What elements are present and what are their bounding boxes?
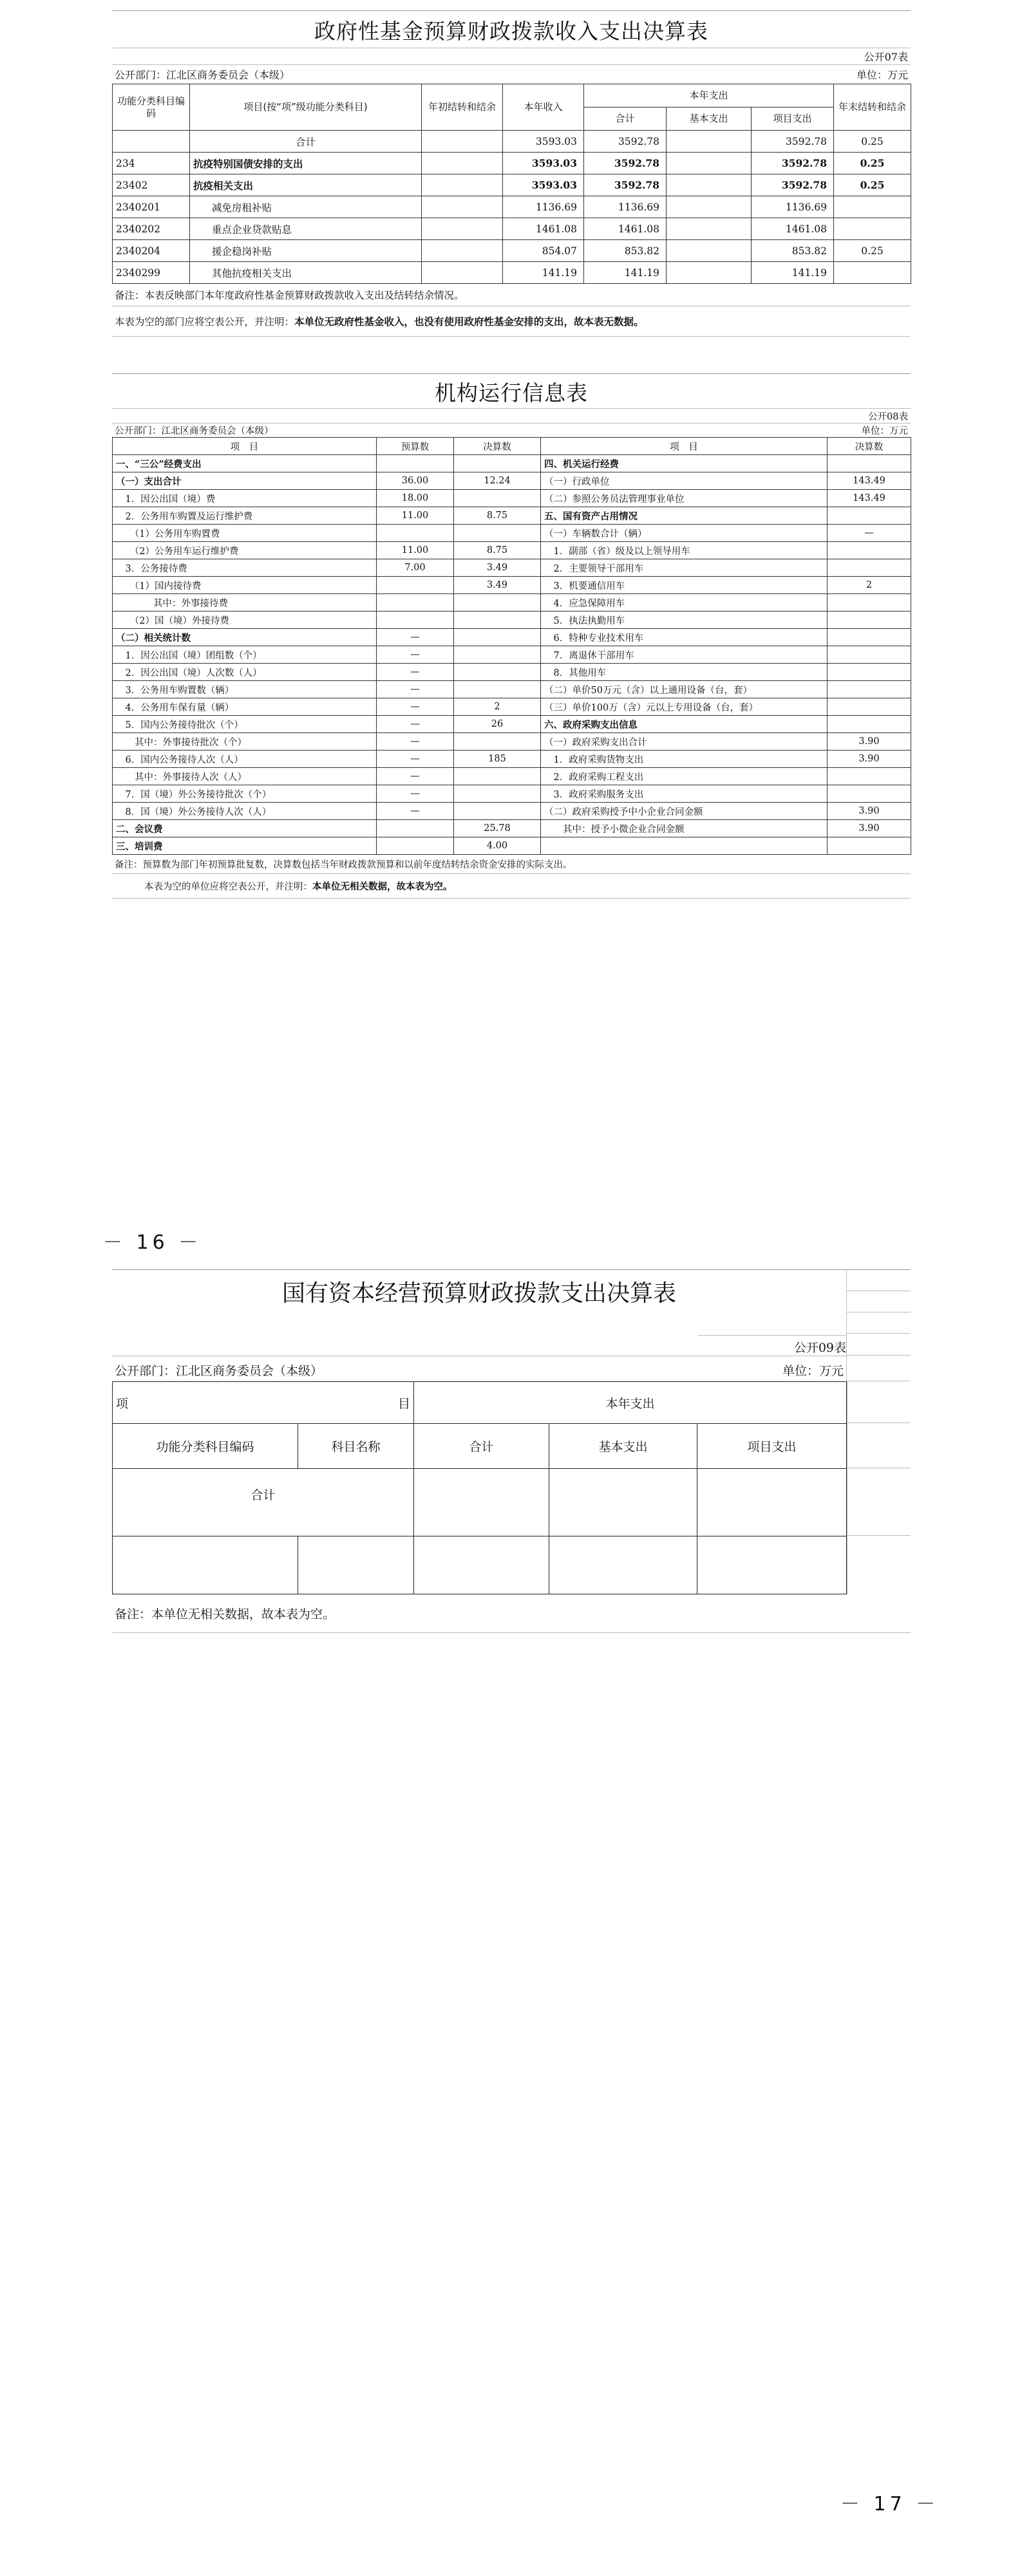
t07-cell-code <box>113 131 190 153</box>
t08-cell-f <box>454 733 541 751</box>
t08-cell-b: — <box>377 785 454 803</box>
t08-cell-r: （一）车辆数合计（辆） <box>541 525 828 542</box>
t07-cell-project: 3592.78 <box>752 153 834 174</box>
t07-cell-income: 3593.03 <box>503 174 584 196</box>
t08-cell-f <box>454 629 541 646</box>
t08-cell-rf: 3.90 <box>828 751 911 768</box>
t07-cell-end: 0.25 <box>834 131 911 153</box>
side-cell <box>847 1381 911 1423</box>
t08-cell-l: 3．公务用车购置数（辆） <box>113 681 377 698</box>
t08-cell-rf: 3.90 <box>828 733 911 751</box>
t08-cell-b <box>377 837 454 855</box>
t07-header-code: 功能分类科目编码 <box>113 84 190 131</box>
t07-cell-income: 3593.03 <box>503 153 584 174</box>
t08-cell-l: 6．国内公务接待人次（人） <box>113 751 377 768</box>
table-row <box>113 785 911 803</box>
table-09-side-cells <box>846 1270 911 1334</box>
t08-cell-rf <box>828 646 911 664</box>
t08-cell-r: 六、政府采购支出信息 <box>541 716 828 733</box>
table-07 <box>112 84 911 284</box>
table-07-code: 公开07表 <box>864 51 908 63</box>
table-row <box>113 153 911 174</box>
table-08-note2-text: 本表为空的单位应将空表公开，并注明： <box>144 882 312 892</box>
t07-header-name: 项目(按“项”级功能分类科目) <box>190 84 422 131</box>
table-08-dept: 公开部门：江北区商务委员会（本级） <box>115 426 274 436</box>
t08-cell-rf: 143.49 <box>828 490 911 507</box>
t08-cell-l: （二）相关统计数 <box>113 629 377 646</box>
t08-cell-b <box>377 577 454 594</box>
t08-cell-f: 25.78 <box>454 820 541 837</box>
t08-cell-rf <box>828 681 911 698</box>
t08-cell-r: （一）政府采购支出合计 <box>541 733 828 751</box>
t08-cell-f <box>454 525 541 542</box>
t07-cell-begin <box>422 174 503 196</box>
table-07-dept: 公开部门：江北区商务委员会（本级） <box>115 69 290 81</box>
t08-cell-f <box>454 455 541 472</box>
t08-cell-r: （三）单价100万（含）元以上专用设备（台，套） <box>541 698 828 716</box>
table-row <box>113 646 911 664</box>
table-09-title: 国有资本经营预算财政拨款支出决算表 <box>281 1280 676 1307</box>
t08-cell-l: 3．公务接待费 <box>113 559 377 577</box>
table-08-note1: 备注：预算数为部门年初预算批复数，决算数包括当年财政拨款预算和以前年度结转结余资金安排的实际支出。 <box>112 855 911 874</box>
table-row <box>113 455 911 472</box>
table-row <box>113 131 911 153</box>
t07-cell-total: 853.82 <box>584 240 667 262</box>
t08-cell-f <box>454 490 541 507</box>
t08-cell-b: 11.00 <box>377 507 454 525</box>
table-row <box>113 490 911 507</box>
side-cell <box>847 1536 911 1594</box>
t08-cell-r: 1．政府采购货物支出 <box>541 751 828 768</box>
t08-cell-l: 8．国（境）外公务接待人次（人） <box>113 803 377 820</box>
t09-header-basic: 基本支出 <box>549 1424 697 1469</box>
t08-cell-r <box>541 837 828 855</box>
t08-cell-b <box>377 525 454 542</box>
t08-cell-f: 3.49 <box>454 559 541 577</box>
t08-cell-f <box>454 611 541 629</box>
table-08 <box>112 437 911 855</box>
t08-cell-rf <box>828 611 911 629</box>
side-cell <box>847 1291 911 1312</box>
t07-cell-total: 141.19 <box>584 262 667 284</box>
t08-cell-r: （一）行政单位 <box>541 472 828 490</box>
t09-cell <box>113 1536 298 1594</box>
t07-cell-basic <box>667 240 752 262</box>
t07-cell-code: 234 <box>113 153 190 174</box>
t08-cell-r: （二）单价50万元（含）以上通用设备（台，套） <box>541 681 828 698</box>
t07-header-spend: 本年支出 <box>584 84 834 107</box>
t09-cell <box>697 1469 847 1536</box>
t08-cell-rf <box>828 785 911 803</box>
t07-cell-end <box>834 196 911 218</box>
table-08-note2 <box>112 874 911 899</box>
page-number-17: － 17 － <box>840 2493 940 2515</box>
t08-cell-f: 4.00 <box>454 837 541 855</box>
side-cell <box>847 1270 911 1291</box>
t08-cell-l: 1．因公出国（境）费 <box>113 490 377 507</box>
t07-cell-total: 3592.78 <box>584 174 667 196</box>
t08-cell-rf <box>828 594 911 611</box>
t08-cell-b: — <box>377 664 454 681</box>
table-09 <box>112 1381 847 1594</box>
t08-header-item2: 项 目 <box>541 438 828 455</box>
t08-cell-f <box>454 664 541 681</box>
t08-cell-b: — <box>377 646 454 664</box>
t07-header-begin: 年初结转和结余 <box>422 84 503 131</box>
t08-cell-f: 8.75 <box>454 542 541 559</box>
t08-cell-r: 3．机要通信用车 <box>541 577 828 594</box>
t07-cell-name: 援企稳岗补贴 <box>190 240 422 262</box>
t07-cell-code: 2340204 <box>113 240 190 262</box>
table-08-section <box>112 373 911 899</box>
t08-cell-b <box>377 594 454 611</box>
t08-cell-r: 6．特种专业技术用车 <box>541 629 828 646</box>
t08-cell-l: （1）国内接待费 <box>113 577 377 594</box>
t07-cell-name: 抗疫特别国债安排的支出 <box>190 153 422 174</box>
t08-cell-r: 2．主要领导干部用车 <box>541 559 828 577</box>
table-row <box>113 716 911 733</box>
t08-cell-r: （二）政府采购授予中小企业合同金额 <box>541 803 828 820</box>
t08-cell-r: 四、机关运行经费 <box>541 455 828 472</box>
t08-cell-f <box>454 646 541 664</box>
table-09-meta-main <box>112 1334 846 1381</box>
t08-cell-l: 一、“三公”经费支出 <box>113 455 377 472</box>
table-row <box>113 768 911 785</box>
t07-cell-income: 1136.69 <box>503 196 584 218</box>
table-row <box>113 820 911 837</box>
table-09-section <box>112 1269 911 1633</box>
t08-cell-r: 5．执法执勤用车 <box>541 611 828 629</box>
t09-cell <box>697 1536 847 1594</box>
t08-cell-b <box>377 455 454 472</box>
t08-cell-r: 7．离退休干部用车 <box>541 646 828 664</box>
t09-cell <box>549 1536 697 1594</box>
t08-cell-r: 五、国有资产占用情况 <box>541 507 828 525</box>
table-08-title: 机构运行信息表 <box>112 373 911 409</box>
table-07-note2-text: 本表为空的部门应将空表公开，并注明： <box>115 316 295 328</box>
t09-header-total: 合计 <box>414 1424 549 1469</box>
t07-cell-basic <box>667 218 752 240</box>
t09-header-code: 功能分类科目编码 <box>113 1424 298 1469</box>
table-row <box>113 664 911 681</box>
table-07-frame <box>112 10 911 84</box>
t07-cell-project: 1461.08 <box>752 218 834 240</box>
t08-cell-l: 5．国内公务接待批次（个） <box>113 716 377 733</box>
t07-cell-basic <box>667 153 752 174</box>
t08-cell-rf <box>828 559 911 577</box>
table-07-note2 <box>112 306 911 337</box>
table-row <box>113 681 911 698</box>
table-09-body-side <box>847 1381 911 1594</box>
t08-cell-l: （2）公务用车运行维护费 <box>113 542 377 559</box>
table-row <box>113 733 911 751</box>
t08-cell-rf <box>828 455 911 472</box>
t08-cell-l: 4．公务用车保有量（辆） <box>113 698 377 716</box>
table-row <box>113 577 911 594</box>
table-09-note: 备注：本单位无相关数据，故本表为空。 <box>112 1594 911 1633</box>
t08-cell-f: 8.75 <box>454 507 541 525</box>
table-08-code: 公开08表 <box>868 411 908 422</box>
table-row <box>113 542 911 559</box>
t07-cell-name: 重点企业贷款贴息 <box>190 218 422 240</box>
t08-cell-rf <box>828 716 911 733</box>
t08-cell-l: 其中：外事接待费 <box>113 594 377 611</box>
t09-cell <box>298 1536 414 1594</box>
t07-cell-end: 0.25 <box>834 240 911 262</box>
t08-cell-r: 1．副部（省）级及以上领导用车 <box>541 542 828 559</box>
table-row <box>113 594 911 611</box>
table-row <box>113 262 911 284</box>
t09-header-item-inner <box>116 1394 410 1412</box>
t07-cell-project: 3592.78 <box>752 174 834 196</box>
t07-cell-total: 3592.78 <box>584 131 667 153</box>
t07-header-end: 年末结转和结余 <box>834 84 911 131</box>
t09-row-total-label: 合计 <box>113 1469 414 1536</box>
t08-cell-rf: 2 <box>828 577 911 594</box>
table-09-title-wrap <box>112 1269 911 1334</box>
t07-cell-begin <box>422 131 503 153</box>
table-09-body-wrap <box>112 1381 911 1594</box>
table-row <box>113 559 911 577</box>
t07-cell-code: 23402 <box>113 174 190 196</box>
table-09-dept: 公开部门：江北区商务委员会（本级） <box>115 1364 323 1378</box>
t07-cell-income: 3593.03 <box>503 131 584 153</box>
t09-header-item <box>113 1382 414 1424</box>
t07-cell-basic <box>667 131 752 153</box>
t08-cell-l: 其中：外事接待人次（人） <box>113 768 377 785</box>
t07-cell-name: 合计 <box>190 131 422 153</box>
t08-cell-rf: 3.90 <box>828 803 911 820</box>
t09-header-project: 项目支出 <box>697 1424 847 1469</box>
t07-header-project: 项目支出 <box>752 107 834 131</box>
t08-cell-r: 2．政府采购工程支出 <box>541 768 828 785</box>
side-cell <box>847 1423 911 1468</box>
table-07-section <box>112 10 911 337</box>
t08-cell-l: 1．因公出国（境）团组数（个） <box>113 646 377 664</box>
table-09-meta-side <box>846 1334 911 1381</box>
t08-cell-b: — <box>377 698 454 716</box>
t08-cell-rf <box>828 837 911 855</box>
side-cell <box>847 1468 911 1536</box>
t07-cell-basic <box>667 262 752 284</box>
t08-cell-rf: — <box>828 525 911 542</box>
t07-cell-name: 减免房租补贴 <box>190 196 422 218</box>
t07-cell-begin <box>422 240 503 262</box>
t08-cell-f <box>454 785 541 803</box>
table-row <box>113 218 911 240</box>
t08-cell-b: — <box>377 681 454 698</box>
t08-cell-f: 12.24 <box>454 472 541 490</box>
side-cell <box>847 1334 911 1356</box>
table-row <box>113 698 911 716</box>
t08-cell-rf <box>828 664 911 681</box>
page-number-16: － 16 － <box>103 1231 202 1254</box>
table-07-code-row <box>112 48 911 64</box>
t08-cell-b: 7.00 <box>377 559 454 577</box>
t08-cell-l: 三、培训费 <box>113 837 377 855</box>
t07-cell-end: 0.25 <box>834 153 911 174</box>
t09-header-item-left: 项 <box>116 1396 129 1411</box>
table-07-meta-row <box>112 64 911 84</box>
t07-header-income: 本年收入 <box>503 84 584 131</box>
t07-cell-begin <box>422 196 503 218</box>
table-09-meta-row <box>112 1356 846 1381</box>
t07-cell-project: 853.82 <box>752 240 834 262</box>
t08-cell-rf: 143.49 <box>828 472 911 490</box>
t07-cell-name: 其他抗疫相关支出 <box>190 262 422 284</box>
t08-header-final: 决算数 <box>454 438 541 455</box>
t08-header-item: 项 目 <box>113 438 377 455</box>
side-cell <box>847 1312 911 1334</box>
table-row <box>113 240 911 262</box>
t08-cell-f <box>454 803 541 820</box>
t08-cell-l: 2．公务用车购置及运行维护费 <box>113 507 377 525</box>
t07-cell-total: 1461.08 <box>584 218 667 240</box>
t08-cell-rf <box>828 698 911 716</box>
t08-cell-rf <box>828 768 911 785</box>
t08-cell-f: 2 <box>454 698 541 716</box>
table-07-title: 政府性基金预算财政拨款收入支出决算表 <box>314 19 708 44</box>
t08-cell-r: 8．其他用车 <box>541 664 828 681</box>
t08-cell-rf <box>828 507 911 525</box>
t07-header-total: 合计 <box>584 107 667 131</box>
t08-cell-f <box>454 768 541 785</box>
t07-cell-code: 2340202 <box>113 218 190 240</box>
t08-cell-f <box>454 594 541 611</box>
table-08-note2-emphasis: 本单位无相关数据，故本表为空。 <box>312 881 453 892</box>
t09-cell <box>549 1469 697 1536</box>
t07-cell-income: 1461.08 <box>503 218 584 240</box>
t08-cell-l: （1）公务用车购置费 <box>113 525 377 542</box>
table-row <box>113 507 911 525</box>
t08-cell-l: 2．因公出国（境）人次数（人） <box>113 664 377 681</box>
table-row <box>113 611 911 629</box>
table-row <box>113 174 911 196</box>
t08-cell-f: 185 <box>454 751 541 768</box>
table-row <box>113 837 911 855</box>
t08-cell-f <box>454 681 541 698</box>
t07-cell-end: 0.25 <box>834 174 911 196</box>
t09-cell <box>414 1536 549 1594</box>
t07-cell-project: 141.19 <box>752 262 834 284</box>
t08-cell-b: — <box>377 733 454 751</box>
t08-cell-b: — <box>377 716 454 733</box>
t08-cell-b: 11.00 <box>377 542 454 559</box>
t08-cell-b <box>377 820 454 837</box>
t08-cell-f: 3.49 <box>454 577 541 594</box>
t09-header-item-right: 目 <box>397 1396 410 1411</box>
table-08-unit: 单位：万元 <box>861 426 908 436</box>
table-row <box>113 629 911 646</box>
table-08-meta-row <box>112 423 911 437</box>
table-row <box>113 803 911 820</box>
t07-cell-name: 抗疫相关支出 <box>190 174 422 196</box>
t08-cell-l: （一）支出合计 <box>113 472 377 490</box>
t08-cell-b: 36.00 <box>377 472 454 490</box>
t07-cell-begin <box>422 153 503 174</box>
t08-cell-l: 其中：外事接待批次（个） <box>113 733 377 751</box>
t08-cell-b: — <box>377 751 454 768</box>
t08-cell-b: — <box>377 768 454 785</box>
side-cell <box>847 1356 911 1381</box>
t08-cell-l: 二、会议费 <box>113 820 377 837</box>
table-09-meta-wrap <box>112 1334 911 1381</box>
t07-cell-basic <box>667 174 752 196</box>
t08-cell-rf: 3.90 <box>828 820 911 837</box>
t07-cell-end <box>834 218 911 240</box>
table-row <box>113 472 911 490</box>
t08-cell-f: 26 <box>454 716 541 733</box>
t07-header-basic: 基本支出 <box>667 107 752 131</box>
table-07-unit: 单位：万元 <box>856 69 908 81</box>
table-row <box>113 196 911 218</box>
t08-cell-b: — <box>377 803 454 820</box>
table-row <box>113 525 911 542</box>
t07-cell-project: 1136.69 <box>752 196 834 218</box>
t07-cell-begin <box>422 262 503 284</box>
t08-cell-rf <box>828 542 911 559</box>
t07-cell-total: 3592.78 <box>584 153 667 174</box>
table-09-code: 公开09表 <box>698 1335 846 1356</box>
t07-cell-basic <box>667 196 752 218</box>
t08-cell-r: 3．政府采购服务支出 <box>541 785 828 803</box>
table-09-code-row <box>112 1334 846 1356</box>
t08-header-budget: 预算数 <box>377 438 454 455</box>
t08-cell-b: 18.00 <box>377 490 454 507</box>
t07-cell-project: 3592.78 <box>752 131 834 153</box>
table-row <box>113 751 911 768</box>
t08-cell-l: 7．国（境）外公务接待批次（个） <box>113 785 377 803</box>
t07-cell-code: 2340201 <box>113 196 190 218</box>
t07-cell-code: 2340299 <box>113 262 190 284</box>
table-09-unit: 单位：万元 <box>782 1364 844 1378</box>
t08-cell-rf <box>828 629 911 646</box>
t08-cell-r: 4．应急保障用车 <box>541 594 828 611</box>
t08-cell-r: 其中：授予小微企业合同金额 <box>541 820 828 837</box>
table-07-note1: 备注：本表反映部门本年度政府性基金预算财政拨款收入支出及结转结余情况。 <box>112 284 911 306</box>
t07-cell-income: 854.07 <box>503 240 584 262</box>
table-07-note2-emphasis: 本单位无政府性基金收入，也没有使用政府性基金安排的支出，故本表无数据。 <box>294 315 644 328</box>
t07-cell-total: 1136.69 <box>584 196 667 218</box>
t09-header-spend: 本年支出 <box>414 1382 847 1424</box>
t07-cell-income: 141.19 <box>503 262 584 284</box>
t09-header-name: 科目名称 <box>298 1424 414 1469</box>
t08-cell-l: （2）国（境）外接待费 <box>113 611 377 629</box>
table-08-code-row <box>112 409 911 423</box>
t07-cell-end <box>834 262 911 284</box>
t07-cell-begin <box>422 218 503 240</box>
t08-cell-b: — <box>377 629 454 646</box>
t09-cell <box>414 1469 549 1536</box>
t08-cell-b <box>377 611 454 629</box>
t08-header-final2: 决算数 <box>828 438 911 455</box>
t08-cell-r: （二）参照公务员法管理事业单位 <box>541 490 828 507</box>
